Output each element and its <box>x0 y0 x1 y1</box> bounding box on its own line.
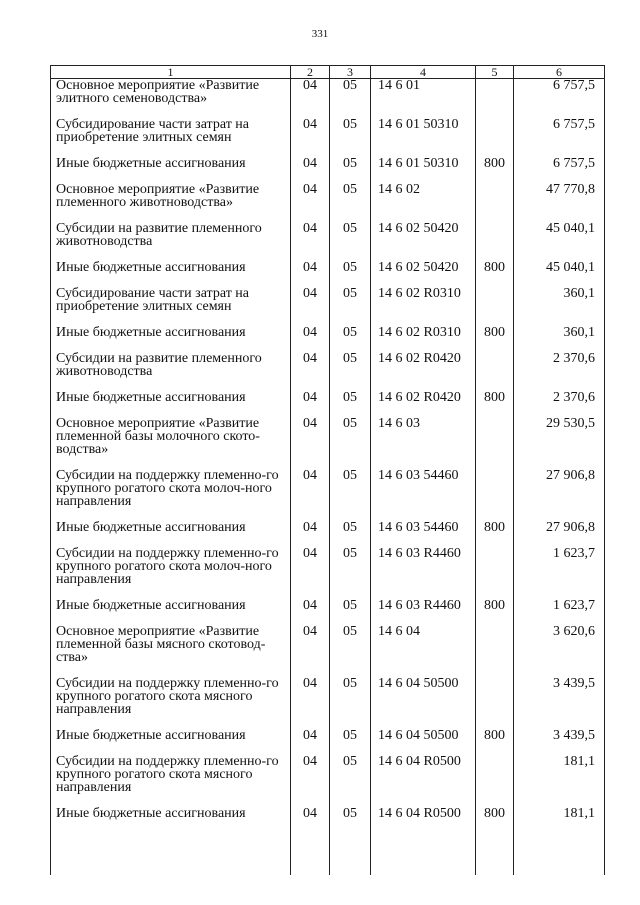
row-name-cell: Иные бюджетные ассигнования <box>51 261 291 287</box>
filler-cell <box>291 847 330 875</box>
row-col5-cell <box>476 417 514 469</box>
column-header-2: 2 <box>291 66 330 79</box>
table-row <box>51 183 605 222</box>
row-col5-cell <box>476 222 514 261</box>
row-col3-cell: 05 <box>330 521 371 547</box>
row-code-cell: 14 6 02 R0310 <box>371 287 476 326</box>
row-amount-cell: 29 530,5 <box>514 417 605 469</box>
row-col5-cell <box>476 287 514 326</box>
row-col2-cell: 04 <box>291 287 330 326</box>
row-col3-cell: 05 <box>330 79 371 119</box>
row-code-cell: 14 6 02 R0310 <box>371 326 476 352</box>
row-col5-cell <box>476 625 514 677</box>
row-name-cell: Иные бюджетные ассигнования <box>51 326 291 352</box>
row-code-cell: 14 6 02 R0420 <box>371 352 476 391</box>
row-col2-cell: 04 <box>291 677 330 729</box>
table-body <box>51 79 605 876</box>
filler-cell <box>371 847 476 875</box>
row-code-cell: 14 6 03 54460 <box>371 469 476 521</box>
row-code-cell: 14 6 04 50500 <box>371 677 476 729</box>
table-row <box>51 118 605 157</box>
row-col2-cell: 04 <box>291 326 330 352</box>
row-name-cell: Субсидии на поддержку племенно-го крупного рогатого скота молоч-ного направления <box>51 547 291 599</box>
row-col5-cell <box>476 469 514 521</box>
table-row <box>51 599 605 625</box>
column-header-4: 4 <box>371 66 476 79</box>
table-row <box>51 807 605 847</box>
row-col3-cell: 05 <box>330 391 371 417</box>
table-row <box>51 417 605 469</box>
header-row <box>51 66 605 79</box>
row-col2-cell: 04 <box>291 625 330 677</box>
row-col3-cell: 05 <box>330 469 371 521</box>
row-code-cell: 14 6 03 R4460 <box>371 547 476 599</box>
table-row <box>51 261 605 287</box>
row-amount-cell: 6 757,5 <box>514 157 605 183</box>
row-amount-cell: 1 623,7 <box>514 599 605 625</box>
row-col2-cell: 04 <box>291 417 330 469</box>
table-row <box>51 547 605 599</box>
row-name-cell: Субсидии на развитие племенного животноводства <box>51 352 291 391</box>
row-col3-cell: 05 <box>330 599 371 625</box>
column-header-6: 6 <box>514 66 605 79</box>
row-col5-cell <box>476 755 514 807</box>
row-name-cell: Субсидии на поддержку племенно-го крупного рогатого скота мясного направления <box>51 677 291 729</box>
row-code-cell: 14 6 04 50500 <box>371 729 476 755</box>
row-col2-cell: 04 <box>291 521 330 547</box>
filler-cell <box>51 847 291 875</box>
table-row <box>51 157 605 183</box>
table-row <box>51 352 605 391</box>
row-col5-cell: 800 <box>476 599 514 625</box>
row-code-cell: 14 6 02 <box>371 183 476 222</box>
row-col3-cell: 05 <box>330 183 371 222</box>
row-code-cell: 14 6 01 <box>371 79 476 119</box>
row-name-cell: Основное мероприятие «Развитие племенной базы мясного скотовод-ства» <box>51 625 291 677</box>
row-name-cell: Иные бюджетные ассигнования <box>51 521 291 547</box>
row-code-cell: 14 6 01 50310 <box>371 118 476 157</box>
table-row <box>51 755 605 807</box>
row-col2-cell: 04 <box>291 599 330 625</box>
row-code-cell: 14 6 04 R0500 <box>371 755 476 807</box>
row-col3-cell: 05 <box>330 118 371 157</box>
row-amount-cell: 3 439,5 <box>514 677 605 729</box>
row-col3-cell: 05 <box>330 326 371 352</box>
row-col5-cell: 800 <box>476 729 514 755</box>
filler-cell <box>476 847 514 875</box>
row-code-cell: 14 6 02 R0420 <box>371 391 476 417</box>
row-col3-cell: 05 <box>330 261 371 287</box>
filler-cell <box>330 847 371 875</box>
row-amount-cell: 6 757,5 <box>514 79 605 119</box>
row-col2-cell: 04 <box>291 352 330 391</box>
row-col5-cell <box>476 118 514 157</box>
row-amount-cell: 47 770,8 <box>514 183 605 222</box>
table-row <box>51 391 605 417</box>
row-col2-cell: 04 <box>291 157 330 183</box>
row-col5-cell: 800 <box>476 261 514 287</box>
row-col3-cell: 05 <box>330 625 371 677</box>
table-row <box>51 625 605 677</box>
row-col3-cell: 05 <box>330 417 371 469</box>
row-col3-cell: 05 <box>330 287 371 326</box>
row-amount-cell: 181,1 <box>514 807 605 847</box>
row-amount-cell: 45 040,1 <box>514 222 605 261</box>
row-name-cell: Субсидии на поддержку племенно-го крупного рогатого скота мясного направления <box>51 755 291 807</box>
row-name-cell: Иные бюджетные ассигнования <box>51 391 291 417</box>
row-amount-cell: 360,1 <box>514 287 605 326</box>
row-col3-cell: 05 <box>330 547 371 599</box>
row-name-cell: Основное мероприятие «Развитие племенной базы молочного ското-водства» <box>51 417 291 469</box>
row-amount-cell: 181,1 <box>514 755 605 807</box>
table-row <box>51 79 605 119</box>
row-col5-cell <box>476 677 514 729</box>
row-amount-cell: 3 620,6 <box>514 625 605 677</box>
row-col3-cell: 05 <box>330 677 371 729</box>
row-amount-cell: 27 906,8 <box>514 469 605 521</box>
row-amount-cell: 6 757,5 <box>514 118 605 157</box>
row-name-cell: Иные бюджетные ассигнования <box>51 599 291 625</box>
row-name-cell: Субсидии на поддержку племенно-го крупного рогатого скота молоч-ного направления <box>51 469 291 521</box>
row-code-cell: 14 6 03 <box>371 417 476 469</box>
column-header-3: 3 <box>330 66 371 79</box>
row-col5-cell: 800 <box>476 391 514 417</box>
row-name-cell: Субсидии на развитие племенного животноводства <box>51 222 291 261</box>
budget-table <box>50 65 605 875</box>
row-code-cell: 14 6 03 R4460 <box>371 599 476 625</box>
row-col5-cell <box>476 352 514 391</box>
row-amount-cell: 1 623,7 <box>514 547 605 599</box>
row-amount-cell: 2 370,6 <box>514 352 605 391</box>
row-col2-cell: 04 <box>291 183 330 222</box>
row-code-cell: 14 6 02 50420 <box>371 222 476 261</box>
row-col2-cell: 04 <box>291 222 330 261</box>
row-col3-cell: 05 <box>330 755 371 807</box>
row-code-cell: 14 6 03 54460 <box>371 521 476 547</box>
row-code-cell: 14 6 02 50420 <box>371 261 476 287</box>
table-row <box>51 222 605 261</box>
row-amount-cell: 27 906,8 <box>514 521 605 547</box>
row-col5-cell <box>476 79 514 119</box>
row-code-cell: 14 6 04 R0500 <box>371 807 476 847</box>
row-col2-cell: 04 <box>291 807 330 847</box>
row-amount-cell: 360,1 <box>514 326 605 352</box>
row-col5-cell <box>476 547 514 599</box>
row-amount-cell: 2 370,6 <box>514 391 605 417</box>
row-name-cell: Субсидирование части затрат на приобретение элитных семян <box>51 287 291 326</box>
row-col3-cell: 05 <box>330 352 371 391</box>
row-code-cell: 14 6 01 50310 <box>371 157 476 183</box>
row-amount-cell: 3 439,5 <box>514 729 605 755</box>
row-col5-cell: 800 <box>476 807 514 847</box>
row-col2-cell: 04 <box>291 469 330 521</box>
row-col2-cell: 04 <box>291 261 330 287</box>
row-col5-cell: 800 <box>476 326 514 352</box>
row-col2-cell: 04 <box>291 79 330 119</box>
row-name-cell: Субсидирование части затрат на приобретение элитных семян <box>51 118 291 157</box>
table-row <box>51 326 605 352</box>
table-row <box>51 677 605 729</box>
row-amount-cell: 45 040,1 <box>514 261 605 287</box>
table-filler-row <box>51 847 605 875</box>
row-col2-cell: 04 <box>291 118 330 157</box>
row-col3-cell: 05 <box>330 157 371 183</box>
row-col5-cell <box>476 183 514 222</box>
row-name-cell: Основное мероприятие «Развитие племенного животноводства» <box>51 183 291 222</box>
row-col5-cell: 800 <box>476 157 514 183</box>
row-col2-cell: 04 <box>291 547 330 599</box>
row-col2-cell: 04 <box>291 391 330 417</box>
row-name-cell: Основное мероприятие «Развитие элитного семеноводства» <box>51 79 291 119</box>
row-name-cell: Иные бюджетные ассигнования <box>51 729 291 755</box>
column-header-5: 5 <box>476 66 514 79</box>
page-number: 331 <box>311 28 329 40</box>
row-name-cell: Иные бюджетные ассигнования <box>51 807 291 847</box>
row-col3-cell: 05 <box>330 222 371 261</box>
table-row <box>51 729 605 755</box>
filler-cell <box>514 847 605 875</box>
row-col2-cell: 04 <box>291 755 330 807</box>
table-row <box>51 287 605 326</box>
row-code-cell: 14 6 04 <box>371 625 476 677</box>
row-col2-cell: 04 <box>291 729 330 755</box>
row-col3-cell: 05 <box>330 729 371 755</box>
row-name-cell: Иные бюджетные ассигнования <box>51 157 291 183</box>
row-col3-cell: 05 <box>330 807 371 847</box>
row-col5-cell: 800 <box>476 521 514 547</box>
column-header-1: 1 <box>51 66 291 79</box>
table-row <box>51 469 605 521</box>
table-row <box>51 521 605 547</box>
